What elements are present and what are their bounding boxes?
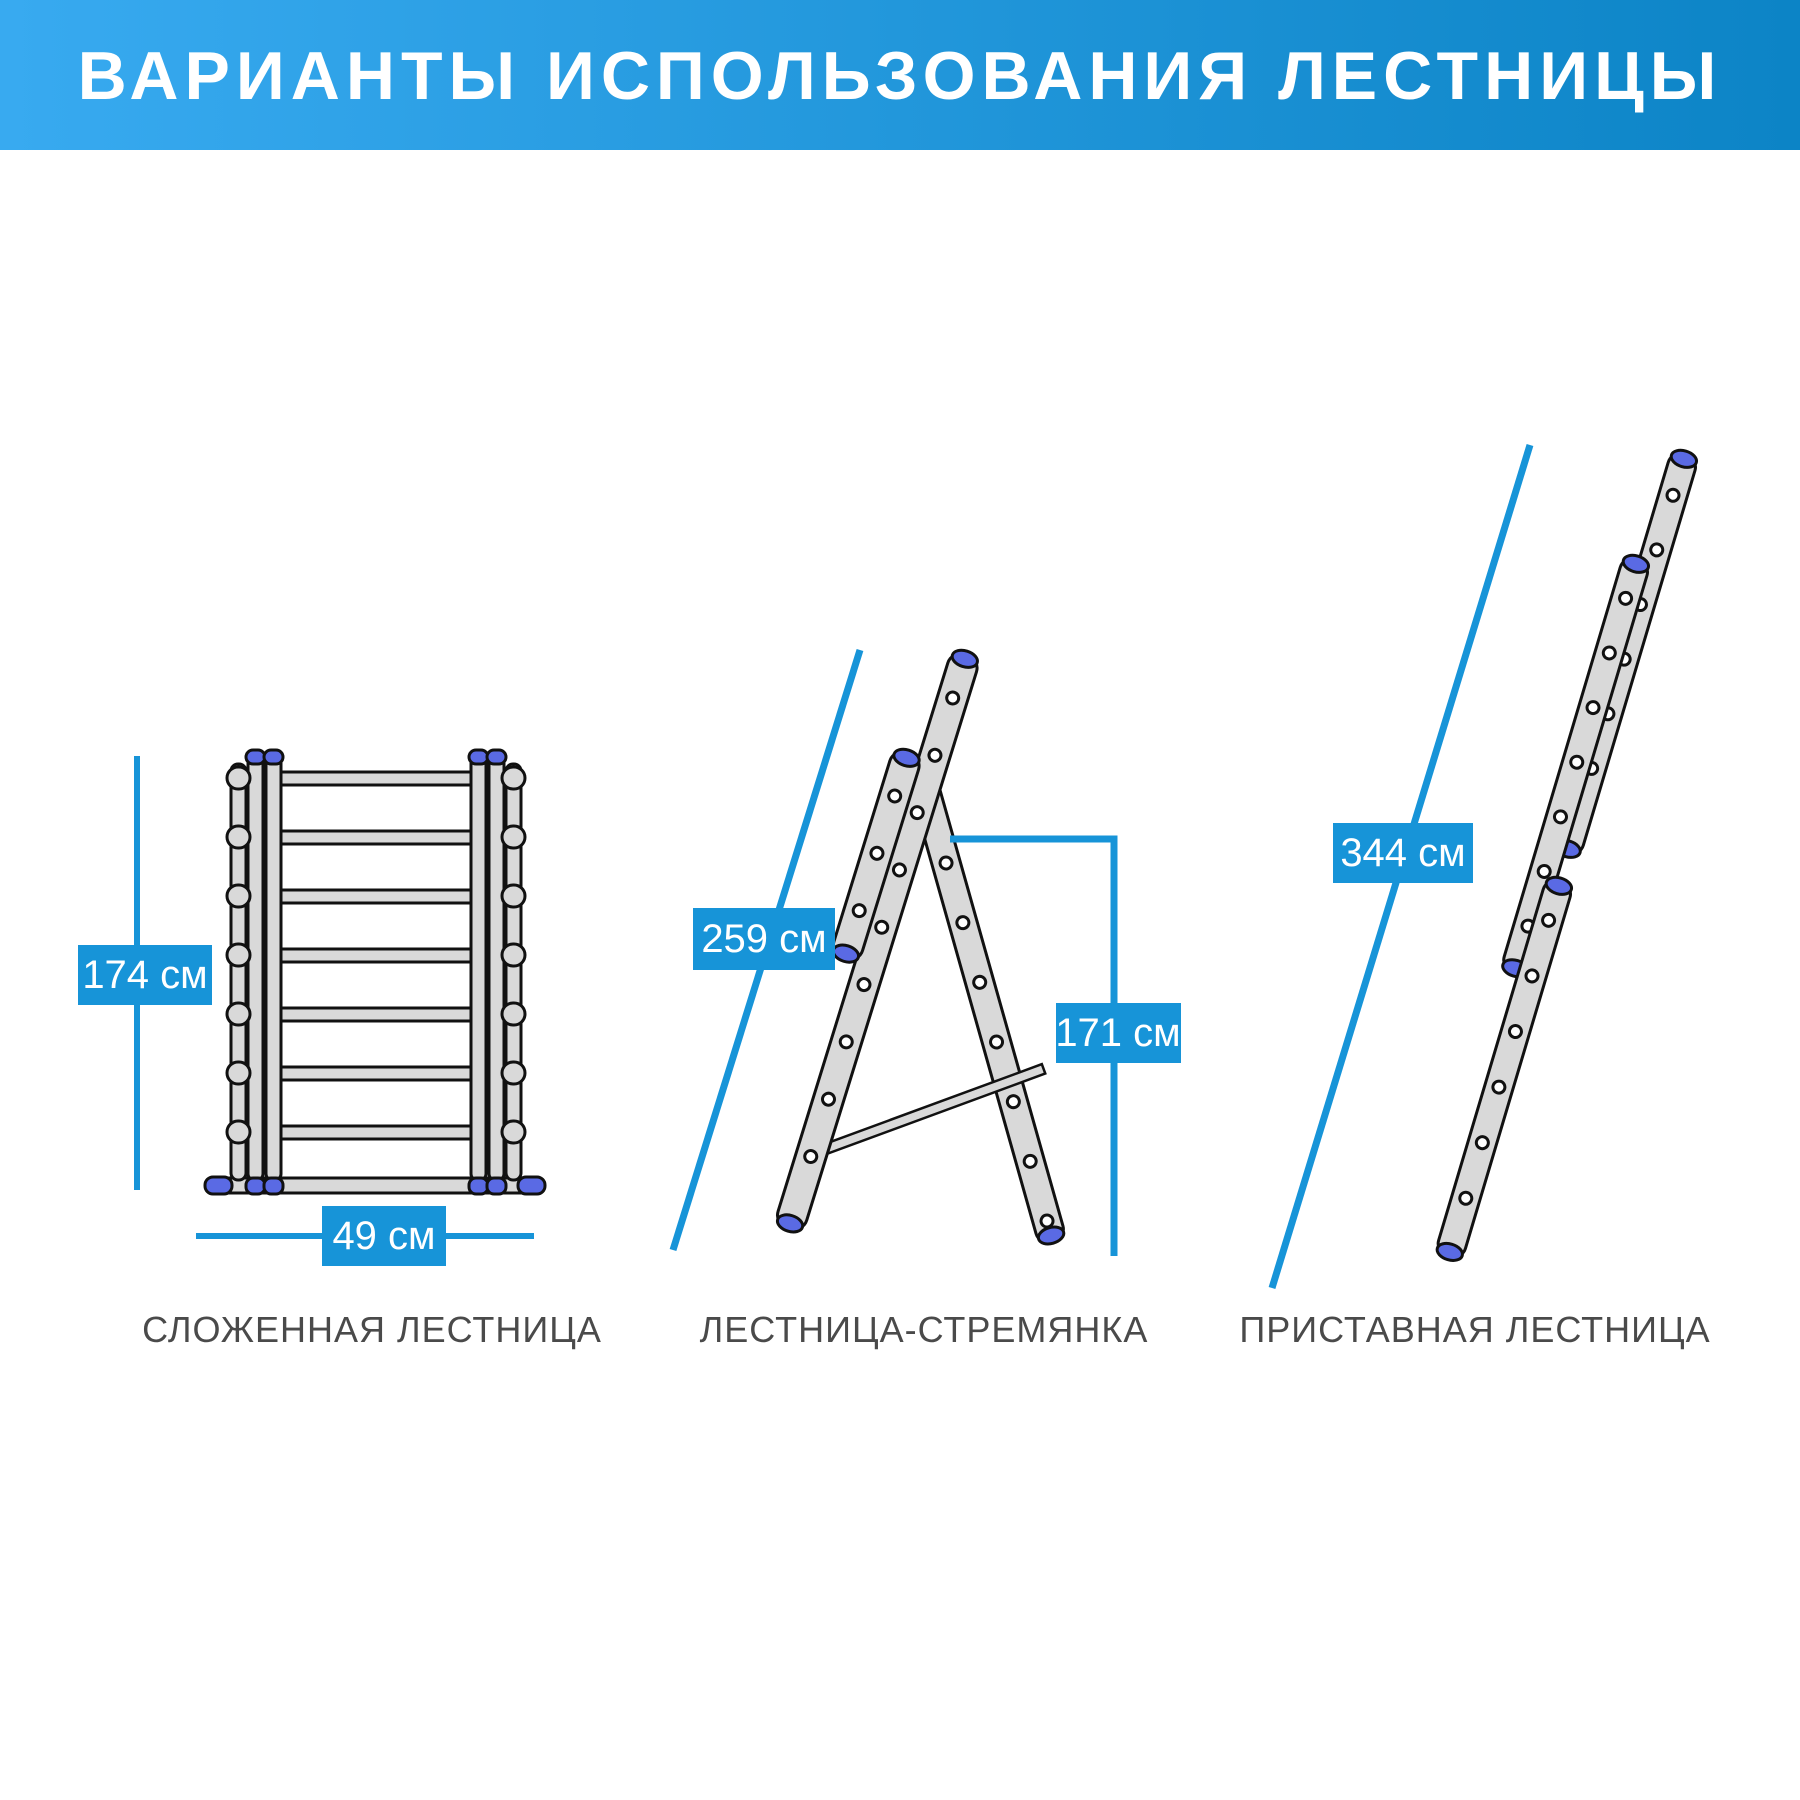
- rubber-caps-top: [246, 750, 506, 764]
- dimension-badge-height: [1055, 1003, 1181, 1063]
- figure-leaning-ladder: [1239, 445, 1710, 1350]
- leaning-ladder-drawing: [1434, 447, 1699, 1263]
- side-rails: [231, 757, 521, 1180]
- dimension-badge-width: [322, 1206, 446, 1266]
- figure-caption: ПРИСТАВНАЯ ЛЕСТНИЦА: [1239, 1309, 1711, 1350]
- rungs: [270, 772, 502, 1139]
- folded-ladder-drawing: [205, 750, 545, 1194]
- figure-step-ladder: [673, 647, 1181, 1350]
- figure-caption: СЛОЖЕННАЯ ЛЕСТНИЦА: [142, 1309, 602, 1350]
- dimension-value: 171 см: [1055, 1011, 1181, 1055]
- dimension-value: 344 см: [1340, 831, 1466, 875]
- middle-section-rail: [1500, 552, 1652, 980]
- dimension-badge-height: [78, 945, 212, 1005]
- page-title: ВАРИАНТЫ ИСПОЛЬЗОВАНИЯ ЛЕСТНИЦЫ: [77, 38, 1723, 114]
- dimension-value: 259 см: [701, 917, 827, 961]
- dimension-badge-length: [1333, 823, 1473, 883]
- dimension-badge-length: [693, 908, 835, 970]
- header-banner: [0, 0, 1800, 150]
- bottom-section-rail: [1434, 874, 1574, 1263]
- dimension-value: 49 см: [332, 1214, 436, 1258]
- figure-caption: ЛЕСТНИЦА-СТРЕМЯНКА: [699, 1309, 1149, 1350]
- figure-folded-ladder: [78, 750, 602, 1350]
- dimension-value: 174 см: [82, 953, 208, 997]
